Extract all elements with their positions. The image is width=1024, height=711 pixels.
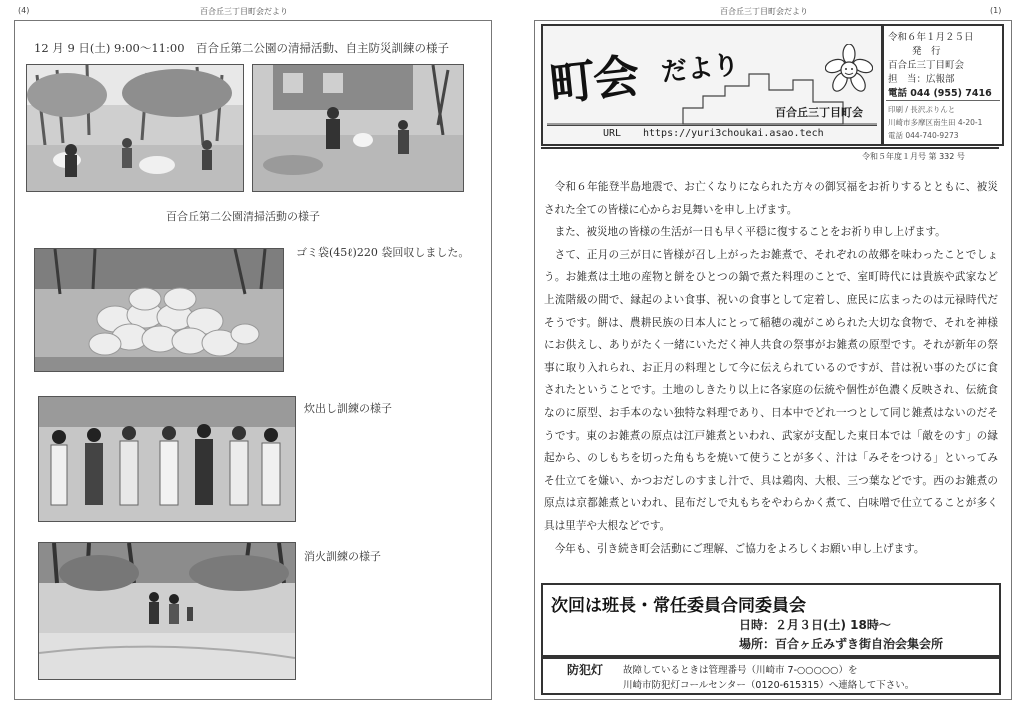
- masthead-org: 百合丘三丁目町会: [775, 106, 863, 119]
- page-number-right: (1): [990, 6, 1002, 15]
- cooking-drill-photo: [38, 396, 296, 522]
- security-light-notice: [541, 657, 1001, 695]
- fire-drill-caption: 消火訓練の様子: [304, 550, 381, 563]
- issue-label: 発 行: [912, 46, 941, 57]
- meeting-notice: [541, 583, 1001, 657]
- running-head-left: 百合丘三丁目町会だより: [200, 7, 288, 16]
- article-paragraph: 令和６年能登半島地震で、お亡くなりになられた方々の御冥福をお祈りするとともに、被災された全ての皆様に心からお見舞いを申し上げます。: [544, 181, 998, 216]
- issue-rule: [541, 147, 999, 149]
- security-light-label: 防犯灯: [567, 663, 604, 677]
- url-link[interactable]: https://yuri3choukai.asao.tech: [643, 128, 824, 139]
- publication-info-box: [882, 24, 1004, 146]
- greeting-article: [544, 176, 998, 560]
- printer-phone: 電話 044-740-9273: [888, 131, 959, 140]
- cleanup-photo-1: [26, 64, 244, 192]
- garbage-bags-caption: ゴミ袋(45ℓ)220 袋回収しました。: [296, 246, 470, 259]
- printer-address: 川崎市多摩区南生田 4-20-1: [888, 118, 983, 127]
- article-paragraph: また、被災地の皆様の生活が一日も早く平穏に復することをお祈り申し上げます。: [554, 226, 946, 239]
- lily-flower-icon: [825, 44, 873, 96]
- running-head-right: 百合丘三丁目町会だより: [720, 7, 808, 16]
- security-light-line1: 故障しているときは管理番号（川崎市 7-○○○○○）を: [623, 665, 858, 676]
- fire-drill-photo: [38, 542, 296, 680]
- event-caption: 12 月 9 日(土) 9:00～11:00 百合丘第二公園の清掃活動、自主防災訓練の様子: [34, 41, 450, 55]
- cooking-drill-caption: 炊出し訓練の様子: [304, 402, 392, 415]
- garbage-bags-photo: [34, 248, 284, 372]
- contact-phone: 電話 044 (955) 7416: [888, 88, 992, 99]
- publisher: 百合丘三丁目町会: [888, 60, 965, 71]
- masthead-title-sub: だより: [659, 49, 741, 88]
- url-bar: [547, 125, 877, 142]
- article-paragraph: さて、正月の三が日に皆様が召し上がったお雑煮で、それぞれの故郷を味わったことでしょう。お雑煮は土地の産物と餅をひとつの鍋で煮た料理のことで、室町時代には貴族や武家など上流階級の間で、縁起のよい食事、祝いの食事として定着し、庶民に広まったのは元禄時代だそうです。餅は、農耕民族の日本人にとって稲穂の魂がこめられた大切な食物で、それを神様にお供えし、ありがたく一緒にいただく神人共食の祭事がお雑煮の原型です。それが新年の祭事に取り入れられ、お正月の料理として今に伝えられているのですが、昔は祝い事のたびに食されたということです。土地のしきたり以上に各家庭の伝統や個性が色濃く反映され、伝統食なのに原型、お手本のない独特な料理であり、日本中でどれ一つとして同じ雑煮はないのだそうです。東のお雑煮の原点は江戸雑煮といわれ、武家が支配した東日本では「敵をのす」の縁起から、のしもちを切った角もちを焼いて使うことが多く、汁は「みそをつける」といってみそ仕立てを嫌い、かつおだしのすまし汁で、具は鶏肉、大根、三つ葉などです。西のお雑煮の原点は京都雑煮といわれ、昆布だしで丸もちをやわらかく煮て、白味噌で仕立てることが多く具は里芋や大根などです。: [544, 248, 998, 532]
- masthead-title-main: 町会: [546, 48, 640, 112]
- issue-number: 令和５年度１月号 第 332 号: [862, 152, 965, 161]
- cleanup-photos-caption: 百合丘第二公園清掃活動の様子: [166, 210, 320, 223]
- url-label: URL: [603, 128, 622, 139]
- security-light-line2: 川崎市防犯灯コールセンター（0120-615315）へ連絡して下さい。: [623, 680, 915, 691]
- publication-date: 令和６年１月２５日: [888, 32, 974, 43]
- contact-person: 担 当：広報部: [888, 74, 955, 85]
- info-divider: [886, 100, 1000, 101]
- printer-name: 印刷 / 長沢ぷりんと: [888, 105, 956, 114]
- article-paragraph: 今年も、引き続き町会活動にご理解、ご協力をよろしくお願い申し上げます。: [554, 542, 925, 555]
- meeting-datetime: 日時：２月３日(土) 18時～: [739, 618, 891, 632]
- masthead: [541, 24, 883, 146]
- cleanup-photo-2: [252, 64, 464, 192]
- meeting-place: 場所：百合ヶ丘みずき街自治会集会所: [739, 637, 944, 651]
- page-number-left: (4): [18, 6, 30, 15]
- meeting-title: 次回は班長・常任委員合同委員会: [551, 596, 806, 616]
